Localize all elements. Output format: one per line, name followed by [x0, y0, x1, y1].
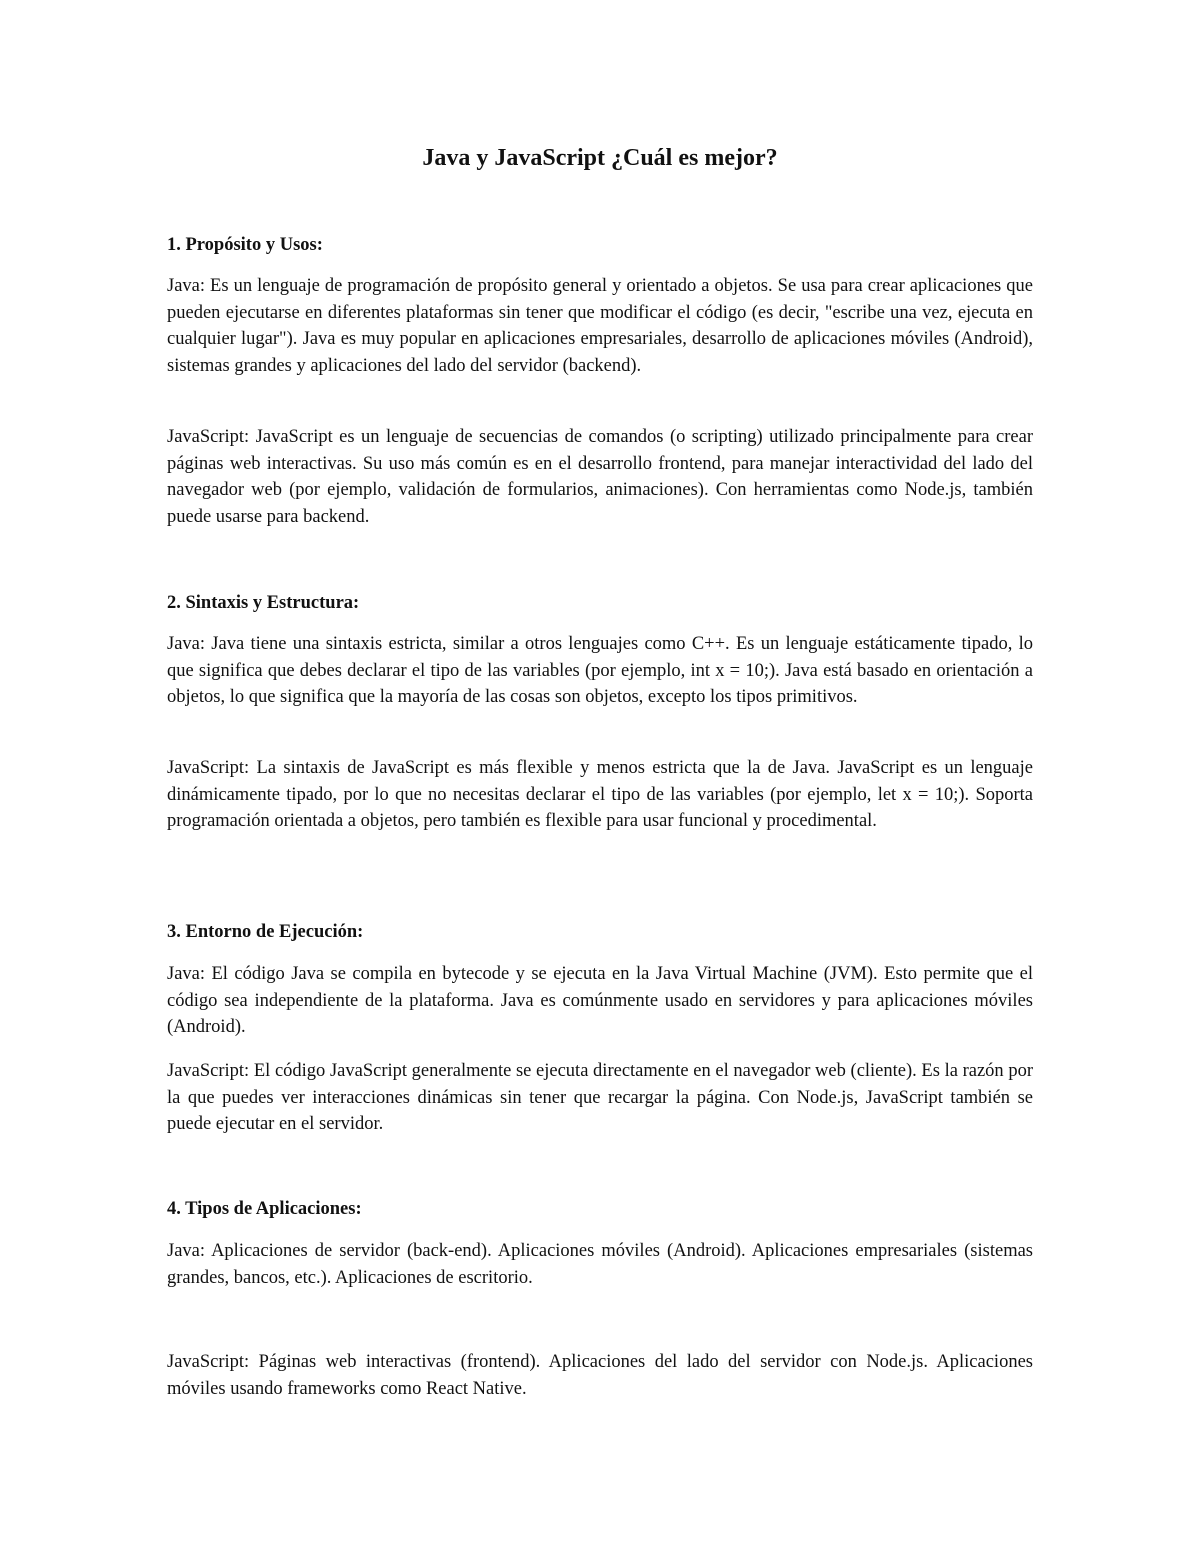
- paragraph-java-entorno: Java: El código Java se compila en bytecode y se ejecuta en la Java Virtual Machine (JVM). Esto permite que el código sea independiente de la plataforma. Java es comúnmente usado en servidores y para aplicaciones móviles (Android).: [167, 964, 1033, 1037]
- paragraph-java-proposito: Java: Es un lenguaje de programación de propósito general y orientado a objetos. Se usa para crear aplicaciones que pueden ejecutarse en diferentes plataformas sin tener que modificar el código (es decir, "escribe una vez, ejecuta en cualquier lugar"). Java es muy popular en aplicaciones empresariales, desarrollo de aplicaciones móviles (Android), sistemas grandes y aplicaciones del lado del servidor (backend).: [167, 276, 1033, 376]
- paragraph-javascript-proposito: JavaScript: JavaScript es un lenguaje de secuencias de comandos (o scripting) utilizado principalmente para crear páginas web interactivas. Su uso más común es en el desarrollo frontend, para manejar interactividad del lado del navegador web (por ejemplo, validación de formularios, animaciones). Con herramientas como Node.js, también puede usarse para backend.: [167, 427, 1033, 527]
- paragraph-java-sintaxis: Java: Java tiene una sintaxis estricta, similar a otros lenguajes como C++. Es un lenguaje estáticamente tipado, lo que significa que debes declarar el tipo de las variables (por ejemplo, int x = 10;). Java está basado en orientación a objetos, lo que significa que la mayoría de las cosas son objetos, excepto los tipos primitivos.: [167, 634, 1033, 707]
- paragraph-java-tipos: Java: Aplicaciones de servidor (back-end). Aplicaciones móviles (Android). Aplicaciones empresariales (sistemas grandes, bancos, etc.). Aplicaciones de escritorio.: [167, 1241, 1033, 1288]
- section-heading-proposito: 1. Propósito y Usos:: [167, 235, 323, 255]
- section-heading-tipos: 4. Tipos de Aplicaciones:: [167, 1199, 362, 1219]
- paragraph-javascript-sintaxis: JavaScript: La sintaxis de JavaScript es más flexible y menos estricta que la de Java. JavaScript es un lenguaje dinámicamente tipado, por lo que no necesitas declarar el tipo de las variables (por ejemplo, let x = 10;). Soporta programación orientada a objetos, pero también es flexible para usar funcional y procedimental.: [167, 758, 1033, 831]
- section-heading-sintaxis: 2. Sintaxis y Estructura:: [167, 593, 360, 613]
- document-title: Java y JavaScript ¿Cuál es mejor?: [422, 145, 778, 171]
- paragraph-javascript-entorno: JavaScript: El código JavaScript generalmente se ejecuta directamente en el navegador web (cliente). Es la razón por la que puedes ver interacciones dinámicas sin tener que recargar la página. Con Node.js, JavaScript también se puede ejecutar en el servidor.: [167, 1061, 1033, 1134]
- section-heading-entorno: 3. Entorno de Ejecución:: [167, 922, 364, 942]
- paragraph-javascript-tipos: JavaScript: Páginas web interactivas (frontend). Aplicaciones del lado del servidor con Node.js. Aplicaciones móviles usando frameworks como React Native.: [167, 1352, 1033, 1399]
